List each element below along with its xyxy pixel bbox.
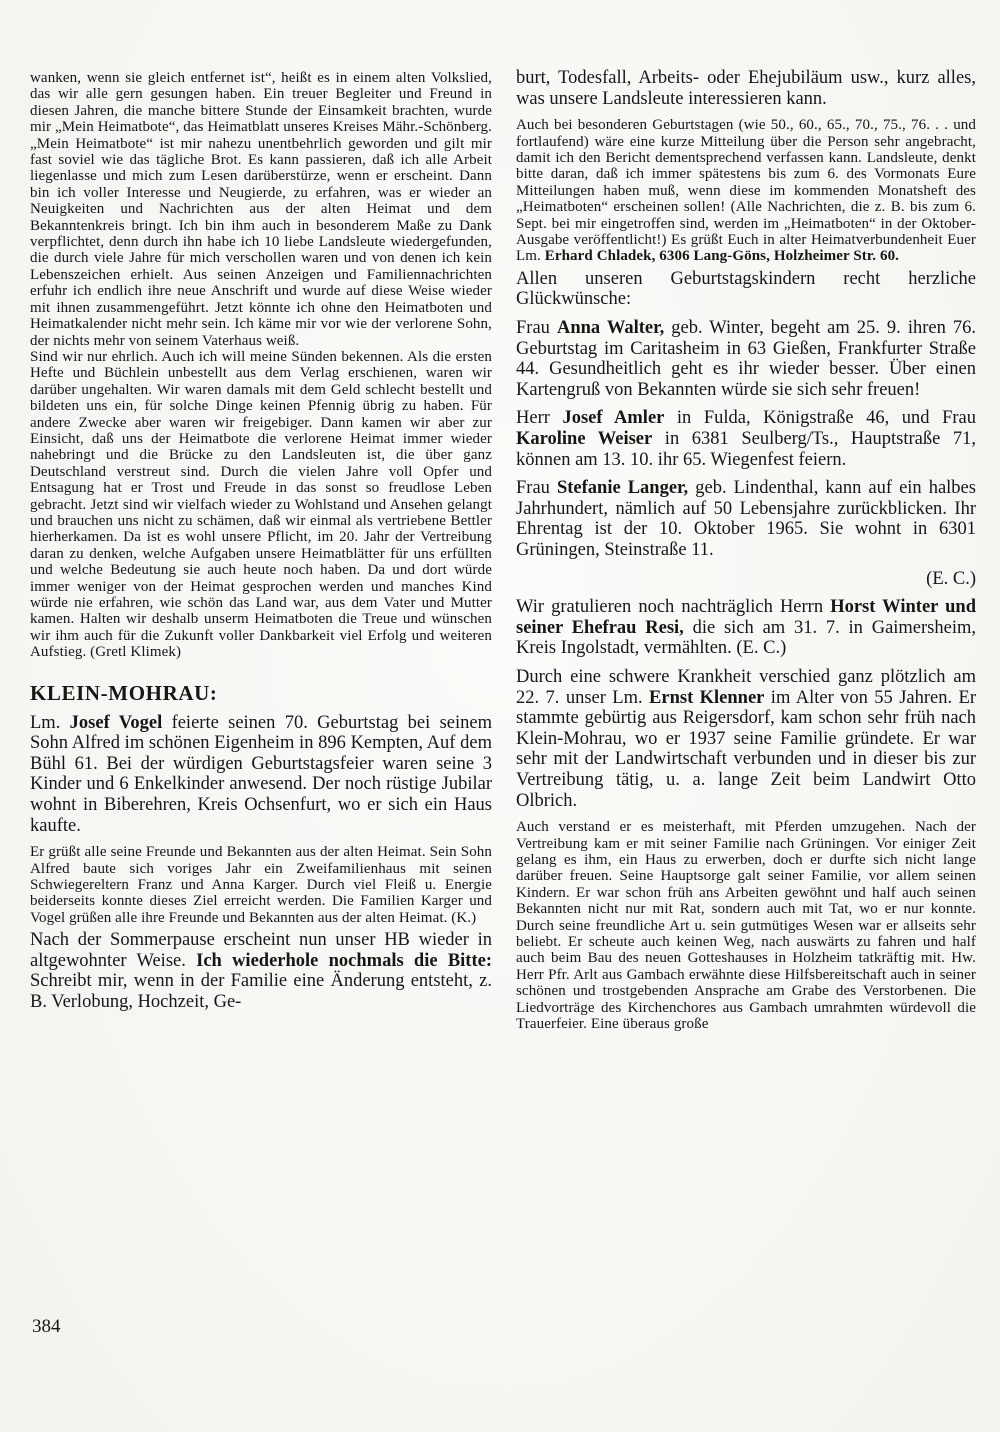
paragraph (516, 408, 976, 470)
body-text: geb. Lindenthal, kann auf ein halbes Jahrhundert, nämlich auf 50 Lebensjahre zurückblicken. Ihr Ehrentag ist der 10. Oktober 1965. Sie wohnt in 6301 Grüningen, Steinstraße 11. (516, 478, 976, 560)
paragraph (30, 844, 492, 926)
bold-text: Ich wiederhole nochmals die Bitte: (196, 950, 492, 971)
paragraph (516, 597, 976, 659)
body-text: burt, Todesfall, Arbeits- oder Ehejubiläum usw., kurz alles, was unsere Landsleute interessieren kann. (516, 68, 976, 109)
paragraph (30, 70, 492, 349)
paragraph (516, 68, 976, 109)
body-text: feierte seinen 70. Geburtstag bei seinem Sohn Alfred im schönen Eigenheim in 896 Kempten, Auf dem Bühl 61. Bei der würdigen Geburtstagsfeier waren seine 3 Kinder und 6 Enkelkinder anwesend. Der noch rüstige Jubilar wohnt in Biberehren, Kreis Ochsenfurt, wo er sich ein Haus kaufte. (30, 712, 492, 836)
bold-text: Stefanie Langer, (556, 478, 689, 499)
paragraph (516, 667, 976, 811)
paragraph (516, 318, 976, 400)
body-text: in Fulda, Königstraße 46, und Frau (664, 408, 976, 429)
bold-text: KLEIN-MOHRAU: (30, 680, 218, 705)
bold-text: Erhard Chladek, 6306 Lang-Göns, Holzheimer Str. 60. (544, 248, 900, 265)
paragraph (516, 117, 976, 265)
bold-text: Anna Walter, (556, 318, 665, 339)
paragraph (516, 269, 976, 310)
paragraph (30, 349, 492, 661)
body-text: Sind wir nur ehrlich. Auch ich will meine Sünden bekennen. Als die ersten Hefte und Büchlein unbestellt aus dem Verlag erschienen, waren wir darüber ungehalten. Wir waren damals mit dem Geld schlecht bestellt und bildeten uns ein, für solche Dinge keinen Pfennig übrig zu haben. Für andere Zwecke aber waren wir freigebiger. Dann kamen wir aber zur Einsicht, daß uns der Heimatbote die verlorene Heimat immer wieder nahebringt und die Brücke zu den Landsleuten ist, die über ganz Deutschland verstreut sind. Durch die vielen Jahre voll Opfer und Entsagung hat er Trost und Freude in das sonst so freudlose Leben gebracht. Jetzt sind wir vielfach wieder zu Wohlstand und Ansehen gelangt und brauchen uns nicht zu schämen, daß wir einmal als vertriebene Bettler hierherkamen. Da ist es wohl unsere Pflicht, im 20. Jahr der Vertreibung daran zu denken, welche Aufgaben unsere Heimatblätter für uns erfüllten und welche Bedeutung sie auch heute noch haben. Da und dort würde immer weniger von der Heimat gesprochen werden und manches Kind würde nie erfahren, wie schön das Land war, aus dem Vater und Mutter kamen. Halten wir deshalb unserm Heimatboten die Treue und wünschen wir ihm auch für die Zukunft voller Dankbarkeit viel Erfolg und weiteren Aufstieg. (Gretl Klimek) (30, 348, 492, 661)
paragraph (516, 569, 976, 590)
body-text: wanken, wenn sie gleich entfernet ist“, heißt es in einem alten Volkslied, das wir alle gern gesungen haben. Ein treuer Begleiter und Freund in diesen Jahren, die manche bittere Stunde der Einsamkeit brachten, wurde mir „Mein Heimatbote“, das Heimatblatt unseres Kreises Mähr.-Schönberg. „Mein Heimatbote“ ist mir nahezu unentbehrlich geworden und gilt mir fast soviel wie das tägliche Brot. Es kann passieren, daß ich alle Arbeit liegenlasse und mich zum Lesen darüberstürze, wenn er erscheint. Dann bin ich voller Interesse und Neugierde, zu erfahren, was er wieder an Neuigkeiten und Nachrichten aus der alten Heimat und dem Bekanntenkreis bringt. Ich bin ihm auch in besonderem Maße zu Dank verpflichtet, denn durch ihn habe ich 10 liebe Landsleute wiedergefunden, die durch viele Jahre für mich verschollen waren und von denen ich kein Lebenszeichen erhielt. Aus seinen Anzeigen und Familiennachrichten erfuhr ich endlich ihre neue Anschrift und wurde auf diese Weise wieder mit ihnen zusammengeführt. Jetzt könnte ich ohne den Heimatboten und Heimatkalender nicht mehr sein. Ich käme mir vor wie der verlorene Sohn, der nichts mehr von seinem Vaterhaus weiß. (30, 70, 492, 349)
body-text: Schreibt mir, wenn in der Familie eine Änderung entsteht, z. B. Verlobung, Hochzeit, Ge- (30, 971, 492, 1012)
body-text: Wir gratulieren noch nachträglich Herrn (516, 597, 831, 618)
body-text: Auch verstand er es meisterhaft, mit Pferden umzugehen. Nach der Vertreibung kam er mit seiner Familie nach Grüningen. Vor einiger Zeit gelang es ihm, ein Haus zu erwerben, doch er durfte sich nicht lange darüber freuen. Seine Hauptsorge galt seiner Familie, vor allem seinen Kindern. Er war schon früh ans Arbeiten gewöhnt und half auch seinen Bekannten nicht nur mit Rat, sondern auch mit Tat, wo er nur konnte. Durch seine freundliche Art u. sein gutmütiges Wesen war er allseits sehr beliebt. Er scheute auch keinen Weg, nach auswärts zu fahren und half auch beim Bau des neuen Gotteshauses in Holzheim tatkräftig mit. Hw. Herr Pfr. Arlt aus Gambach erwähnte diese Hilfsbereitschaft auch in seiner schönen und trostgebenden Ansprache am Grabe des Verstorbenen. Die Liedvorträge des Kirchenchores aus Gambach umrahmten würdevoll die Trauerfeier. Eine überaus große (516, 819, 976, 1032)
bold-text: Ernst Klenner (649, 687, 765, 708)
body-text: Er grüßt alle seine Freunde und Bekannten aus der alten Heimat. Sein Sohn Alfred baute sich voriges Jahr ein Zweifamilienhaus mit seinen Schwiegereltern Franz und Anna Karger. Durch viel Fleiß u. Energie beiderseits konnte dieses Ziel erreicht werden. Die Familien Karger und Vogel grüßen alle ihre Freunde und Bekannten aus der alten Heimat. (K.) (30, 844, 492, 926)
body-text: Frau (516, 478, 557, 499)
paragraph (516, 478, 976, 560)
paragraph (30, 713, 492, 837)
bold-text: Karoline Weiser (516, 429, 653, 449)
body-text: Allen unseren Geburtstagskindern recht herzliche Glückwünsche: (516, 268, 976, 310)
body-text: im Alter von 55 Jahren. Er stammte gebürtig aus Reigersdorf, kam schon sehr früh nach Klein-Mohrau, wo er 1937 seine Familie gründete. Er war sehr mit der Landwirtschaft verbunden und in dieser bis zur Vertreibung tätig, u. a. lange Zeit beim Landwirt Otto Olbrich. (516, 687, 976, 811)
page-number: 384 (32, 1316, 61, 1337)
right-column (516, 64, 976, 1032)
bold-text: Josef Amler (562, 408, 665, 429)
body-text: Durch eine schwere Krankheit verschied ganz plötzlich am 22. 7. unser Lm. (516, 666, 976, 708)
body-text: Lm. (30, 712, 70, 733)
body-text: die sich am 31. 7. in Gaimersheim, Kreis Ingolstadt, vermählten. (E. C.) (516, 617, 976, 659)
left-column (30, 70, 492, 1021)
bold-text: Josef Vogel (69, 712, 163, 733)
body-text: Nach der Sommerpause erscheint nun unser HB wieder in altgewohnter Weise. (30, 930, 492, 971)
body-text: in 6381 Seulberg/Ts., Hauptstraße 71, können am 13. 10. ihr 65. Wiegenfest feiern. (516, 429, 976, 470)
section-heading (30, 681, 492, 705)
body-text: Frau (516, 318, 557, 339)
body-text: Herr (516, 408, 563, 429)
body-text: Auch bei besonderen Geburtstagen (wie 50., 60., 65., 70., 75., 76. . . und fortlaufend) wäre eine kurze Mitteilung über die Person sehr angebracht, damit ich den Bericht dementsprechend verfassen kann. Landsleute, denkt bitte daran, daß ich immer spätestens bis zum 6. des Vormonats Eure Mitteilungen haben muß, wenn diese im kommenden Monatsheft des „Heimatboten“ erscheinen sollen! (Alle Nachrichten, die z. B. bis zum 6. Sept. bei mir eingetroffen sind, werden im „Heimatboten“ in der Oktober-Ausgabe veröffentlicht!) Es grüßt Euch in alter Heimatverbundenheit Euer Lm. (516, 117, 976, 265)
bold-text: Horst Winter und seiner Ehefrau Resi, (516, 597, 976, 638)
paragraph (30, 930, 492, 1012)
paragraph (516, 819, 976, 1032)
body-text: (E. C.) (926, 568, 976, 589)
body-text: geb. Winter, begeht am 25. 9. ihren 76. Geburtstag im Caritasheim in 63 Gießen, Frankfurter Straße 44. Gesundheitlich geht es ihr wieder besser. Über einen Kartengruß von Bekannten würde sie sich sehr freuen! (516, 318, 977, 400)
